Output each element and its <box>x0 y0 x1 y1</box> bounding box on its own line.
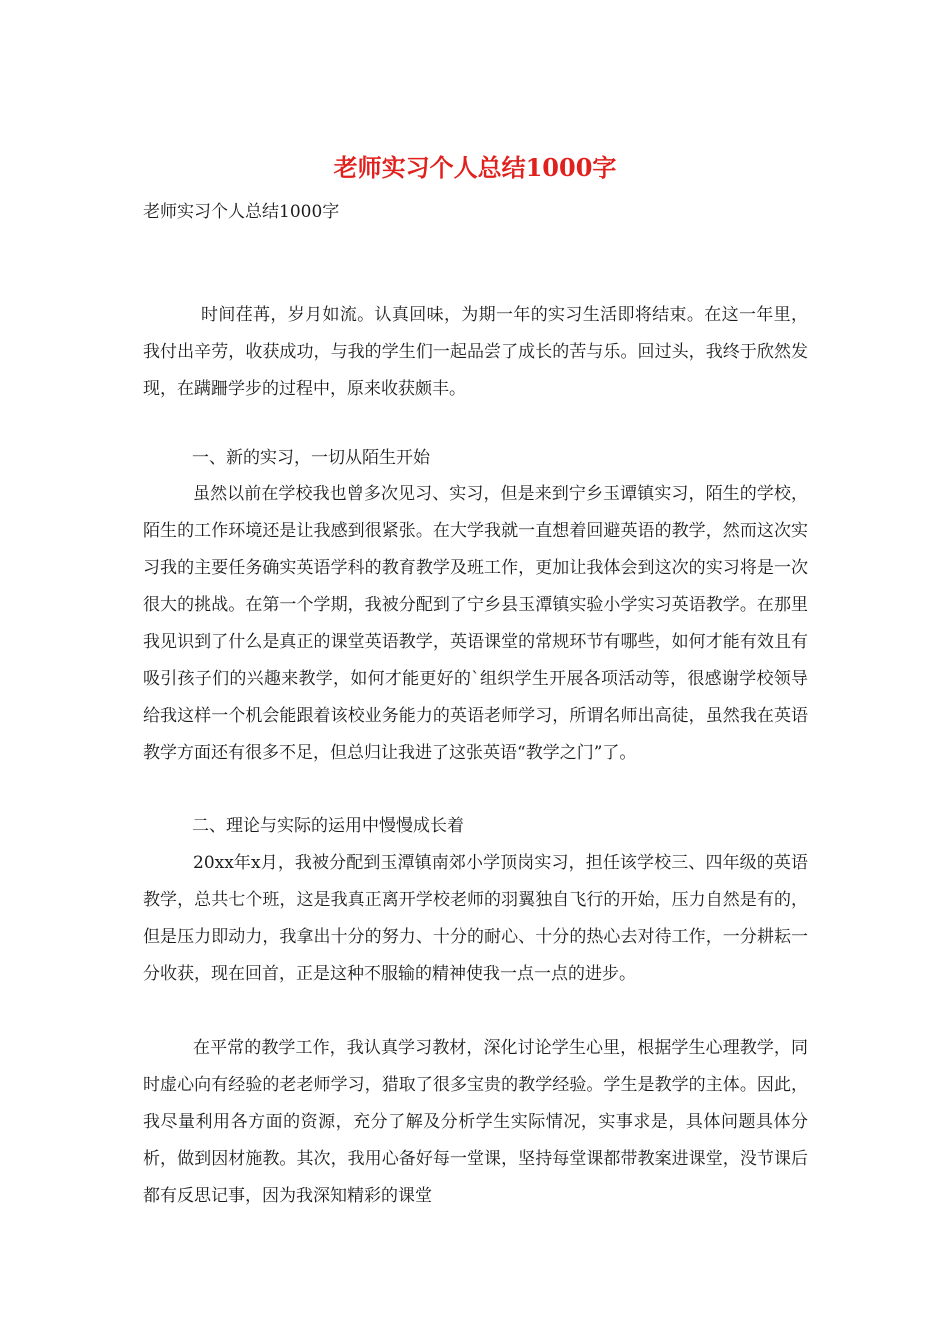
section-2-paragraph-2: 在平常的教学工作，我认真学习教材，深化讨论学生心里，根据学生心理教学，同时虚心向有经验的老老师学习，猎取了很多宝贵的教学经验。学生是教学的主体。因此，我尽量利用各方面的资源，充分了解及分析学生实际情况，实事求是，具体问题具体分析，做到因材施教。其次，我用心备好每一堂课，坚持每堂课都带教案进课堂，没节课后都有反思记事，因为我深知精彩的课堂 <box>143 1038 808 1206</box>
section-2-paragraph-1: 20xx年x月，我被分配到玉潭镇南郊小学顶岗实习，担任该学校三、四年级的英语教学，总共七个班，这是我真正离开学校老师的羽翼独自飞行的开始，压力自然是有的，但是压力即动力，我拿出十分的努力、十分的耐心、十分的热心去对待工作，一分耕耘一分收获，现在回首，正是这种不服输的精神使我一点一点的进步。 <box>143 853 808 984</box>
document-subtitle: 老师实习个人总结1000字 <box>143 202 340 222</box>
section-2-heading: 二、理论与实际的运用中慢慢成长着 <box>192 816 464 836</box>
document-title: 老师实习个人总结1000字 <box>333 153 617 182</box>
section-1-paragraph: 虽然以前在学校我也曾多次见习、实习，但是来到宁乡玉谭镇实习，陌生的学校，陌生的工作环境还是让我感到很紧张。在大学我就一直想着回避英语的教学，然而这次实习我的主要任务确实英语学科的教育教学及班工作，更加让我体会到这次的实习将是一次很大的挑战。在第一个学期，我被分配到了宁乡县玉潭镇实验小学实习英语教学。在那里我见识到了什么是真正的课堂英语教学，英语课堂的常规环节有哪些，如何才能有效且有吸引孩子们的兴趣来教学，如何才能更好的`组织学生开展各项活动等，很感谢学校领导给我这样一个机会能跟着该校业务能力的英语老师学习，所谓名师出高徒，虽然我在英语教学方面还有很多不足，但总归让我进了这张英语“教学之门”了。 <box>143 484 808 763</box>
section-1-heading: 一、新的实习，一切从陌生开始 <box>192 448 430 468</box>
intro-paragraph: 时间荏苒，岁月如流。认真回味，为期一年的实习生活即将结束。在这一年里，我付出辛劳，收获成功，与我的学生们一起品尝了成长的苦与乐。回过头，我终于欣然发现，在蹒跚学步的过程中，原来收获颇丰。 <box>143 305 808 399</box>
